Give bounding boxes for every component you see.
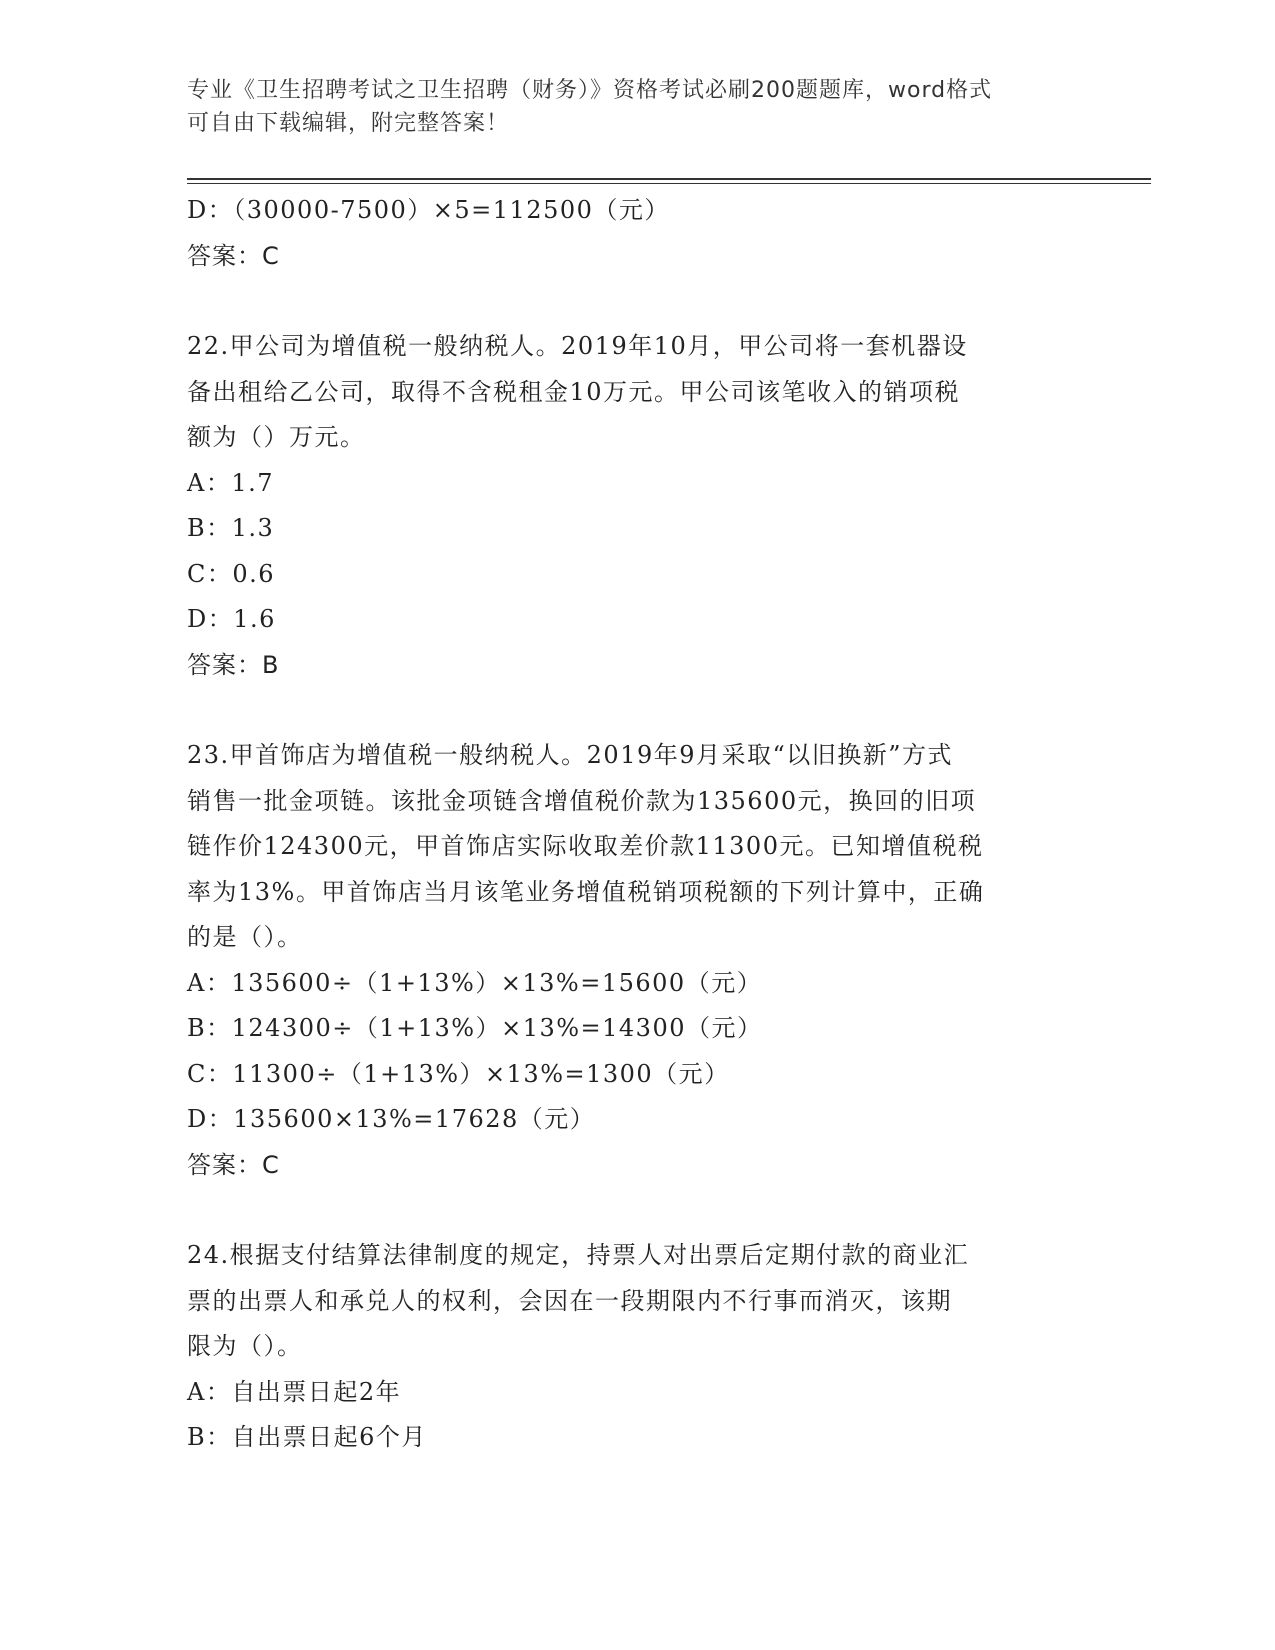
prev-answer: 答案：C [187, 241, 280, 270]
question-content [187, 188, 1087, 1461]
q22-option-c: C：0.6 [187, 559, 276, 588]
q22-stem-line: 额为（）万元。 [187, 423, 366, 451]
q24-stem-line: 票的出票人和承兑人的权利，会因在一段期限内不行事而消灭，该期 [187, 1286, 952, 1315]
question-24 [187, 1233, 1087, 1461]
q23-option-b: B：124300÷（1+13%）×13%=14300（元） [187, 1014, 763, 1042]
q22-stem-line: 22.甲公司为增值税一般纳税人。2019年10月，甲公司将一套机器设 [187, 332, 968, 360]
header-line-1: 专业《卫生招聘考试之卫生招聘（财务）》资格考试必刷200题题库，word格式 [187, 78, 993, 103]
question-23 [187, 733, 1087, 1188]
q23-option-d: D：135600×13%=17628（元） [187, 1105, 596, 1133]
q24-option-b: B：自出票日起6个月 [187, 1423, 427, 1451]
q23-stem-line: 的是（）。 [187, 923, 303, 951]
prev-option-d: D：（30000-7500）×5=112500（元） [187, 196, 670, 224]
q22-stem-line: 备出租给乙公司，取得不含税租金10万元。甲公司该笔收入的销项税 [187, 377, 961, 406]
q23-option-a: A：135600÷（1+13%）×13%=15600（元） [187, 968, 763, 997]
header-line-2: 可自由下载编辑，附完整答案！ [187, 111, 510, 136]
q22-option-d: D：1.6 [187, 605, 276, 633]
header-divider-thin [187, 183, 1151, 184]
q22-answer: 答案：B [187, 650, 280, 679]
q23-option-c: C：11300÷（1+13%）×13%=1300（元） [187, 1059, 730, 1088]
q23-answer: 答案：C [187, 1150, 280, 1179]
question-22 [187, 324, 1087, 688]
q23-stem-line: 率为13%。甲首饰店当月该笔业务增值税销项税额的下列计算中，正确 [187, 877, 985, 906]
q24-stem-line: 24.根据支付结算法律制度的规定，持票人对出票后定期付款的商业汇 [187, 1241, 970, 1269]
q23-stem-line: 链作价124300元，甲首饰店实际收取差价款11300元。已知增值税税 [187, 832, 984, 860]
document-header [187, 74, 1087, 140]
q22-option-a: A：1.7 [187, 468, 274, 497]
q23-stem-line: 销售一批金项链。该批金项链含增值税价款为135600元，换回的旧项 [187, 786, 977, 815]
q22-option-b: B：1.3 [187, 514, 275, 542]
q24-option-a: A：自出票日起2年 [187, 1377, 402, 1406]
q23-stem-line: 23.甲首饰店为增值税一般纳税人。2019年9月采取“以旧换新”方式 [187, 741, 954, 769]
q24-stem-line: 限为（）。 [187, 1332, 303, 1360]
header-divider-thick [187, 178, 1151, 180]
